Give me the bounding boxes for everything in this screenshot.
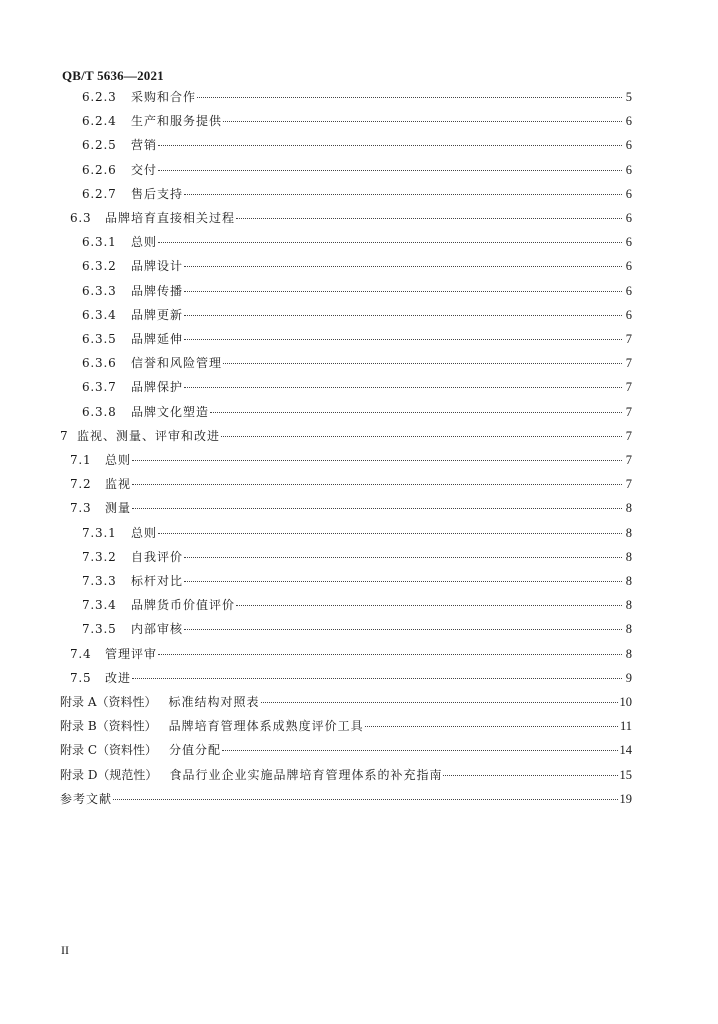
toc-entry[interactable] bbox=[82, 378, 632, 396]
toc-entry-page: 8 bbox=[625, 525, 632, 540]
toc-entry-page: 15 bbox=[619, 767, 632, 782]
toc-dot-leader bbox=[158, 653, 622, 655]
toc-entry-page: 6 bbox=[625, 307, 632, 322]
toc-dot-leader bbox=[184, 265, 622, 267]
toc-entry-number: 7.1 bbox=[70, 453, 92, 467]
toc-entry-number: 7.5 bbox=[70, 670, 92, 685]
toc-entry-number: 6.2.7 bbox=[82, 186, 117, 201]
toc-entry-number: 7.3.4 bbox=[82, 598, 117, 613]
toc-entry-number: 6.2.5 bbox=[82, 138, 117, 153]
toc-entry-title: 标杆对比 bbox=[131, 574, 184, 588]
toc-entry[interactable] bbox=[82, 233, 632, 251]
toc-dot-leader bbox=[113, 798, 617, 800]
toc-entry-number: 6.3 bbox=[70, 211, 92, 225]
toc-dot-leader bbox=[184, 314, 622, 316]
toc-entry[interactable] bbox=[82, 524, 632, 542]
toc-entry-number: 附录 D（规范性） bbox=[60, 767, 158, 782]
toc-entry[interactable] bbox=[70, 209, 632, 227]
toc-dot-leader bbox=[184, 580, 622, 582]
toc-dot-leader bbox=[158, 532, 622, 534]
toc-dot-leader bbox=[158, 241, 622, 243]
toc-entry-page: 6 bbox=[625, 138, 632, 153]
toc-entry-number: 附录 C（资料性） bbox=[60, 743, 157, 758]
toc-entry[interactable] bbox=[60, 790, 632, 808]
toc-entry-number: 7.3 bbox=[70, 501, 92, 516]
toc-dot-leader bbox=[158, 144, 622, 146]
toc-entry-title: 品牌货币价值评价 bbox=[131, 598, 236, 613]
toc-entry-number: 附录 B（资料性） bbox=[60, 719, 157, 734]
toc-dot-leader bbox=[132, 483, 622, 485]
toc-dot-leader bbox=[223, 120, 622, 122]
toc-entry-title: 食品行业企业实施品牌培育管理体系的补充指南 bbox=[169, 767, 443, 782]
toc-entry-page: 6 bbox=[625, 211, 632, 225]
toc-entry[interactable] bbox=[82, 112, 632, 130]
toc-entry[interactable] bbox=[82, 88, 632, 106]
toc-entry-number: 6.3.3 bbox=[82, 283, 117, 298]
toc-entry-number: 6.3.8 bbox=[82, 404, 117, 419]
toc-dot-leader bbox=[158, 169, 622, 171]
toc-entry-page: 7 bbox=[625, 453, 632, 467]
toc-entry-title: 品牌培育直接相关过程 bbox=[105, 211, 236, 225]
toc-entry-page: 6 bbox=[625, 259, 632, 274]
toc-dot-leader bbox=[365, 725, 618, 727]
toc-entry-page: 7 bbox=[625, 380, 632, 395]
toc-entry[interactable] bbox=[82, 354, 632, 372]
toc-entry-number: 6.2.4 bbox=[82, 114, 117, 129]
toc-dot-leader bbox=[210, 411, 622, 413]
toc-entry-page: 7 bbox=[625, 356, 632, 371]
toc-entry[interactable] bbox=[60, 693, 632, 711]
toc-entry-number: 7 bbox=[60, 428, 69, 443]
toc-entry-title: 测量 bbox=[105, 501, 132, 516]
toc-entry-title: 品牌传播 bbox=[131, 283, 184, 298]
toc-entry[interactable] bbox=[82, 282, 632, 300]
toc-entry-page: 11 bbox=[619, 719, 632, 734]
toc-entry-title: 监视 bbox=[105, 477, 132, 492]
toc-entry-title: 品牌更新 bbox=[131, 307, 184, 322]
toc-entry-number: 6.3.2 bbox=[82, 259, 117, 274]
toc-entry-number: 7.3.2 bbox=[82, 549, 117, 564]
toc-entry-number: 6.2.3 bbox=[82, 90, 117, 104]
toc-entry-title: 监视、测量、评审和改进 bbox=[77, 428, 221, 443]
toc-entry-page: 7 bbox=[625, 428, 632, 443]
toc-dot-leader bbox=[132, 677, 622, 679]
toc-entry[interactable] bbox=[60, 741, 632, 759]
toc-entry[interactable] bbox=[60, 717, 632, 735]
toc-entry[interactable] bbox=[60, 427, 632, 445]
toc-entry-page: 8 bbox=[625, 622, 632, 637]
toc-dot-leader bbox=[261, 701, 618, 703]
toc-dot-leader bbox=[222, 749, 617, 751]
toc-entry[interactable] bbox=[82, 548, 632, 566]
toc-entry-title: 营销 bbox=[131, 138, 158, 153]
toc-dot-leader bbox=[184, 556, 622, 558]
toc-entry-number: 附录 A（资料性） bbox=[60, 695, 157, 709]
toc-entry-page: 8 bbox=[625, 501, 632, 516]
toc-entry-number: 6.2.6 bbox=[82, 162, 117, 177]
toc-entry-title: 品牌设计 bbox=[131, 259, 184, 274]
toc-entry-title: 自我评价 bbox=[131, 549, 184, 564]
toc-entry[interactable] bbox=[70, 669, 632, 687]
toc-entry[interactable] bbox=[82, 572, 632, 590]
toc-dot-leader bbox=[443, 774, 617, 776]
toc-entry[interactable] bbox=[82, 136, 632, 154]
toc-entry-title: 生产和服务提供 bbox=[131, 114, 223, 129]
toc-entry-number: 6.3.4 bbox=[82, 307, 117, 322]
toc-entry-page: 6 bbox=[625, 162, 632, 177]
toc-dot-leader bbox=[184, 338, 622, 340]
toc-entry-page: 6 bbox=[625, 235, 632, 250]
toc-entry-title: 管理评审 bbox=[105, 646, 158, 661]
toc-entry-page: 14 bbox=[619, 743, 632, 758]
toc-dot-leader bbox=[184, 290, 622, 292]
toc-entry-page: 6 bbox=[625, 114, 632, 129]
toc-dot-leader bbox=[197, 96, 622, 98]
toc-entry-title: 改进 bbox=[105, 670, 132, 685]
toc-dot-leader bbox=[132, 459, 622, 461]
toc-entry-page: 8 bbox=[625, 549, 632, 564]
toc-entry-number: 6.3.6 bbox=[82, 356, 117, 371]
toc-dot-leader bbox=[236, 604, 622, 606]
toc-entry-page: 7 bbox=[625, 477, 632, 492]
toc-entry-title: 总则 bbox=[131, 235, 158, 250]
toc-entry-page: 8 bbox=[625, 574, 632, 588]
toc-entry-number: 6.3.7 bbox=[82, 380, 117, 395]
toc-entry-title: 品牌培育管理体系成熟度评价工具 bbox=[168, 719, 364, 734]
toc-entry-title: 内部审核 bbox=[131, 622, 184, 637]
toc-entry-title: 交付 bbox=[131, 162, 158, 177]
toc-entry[interactable] bbox=[82, 403, 632, 421]
toc-entry-title: 品牌文化塑造 bbox=[131, 404, 210, 419]
toc-entry-title: 总则 bbox=[105, 453, 132, 467]
toc-entry-page: 9 bbox=[625, 670, 632, 685]
toc-entry-page: 8 bbox=[625, 646, 632, 661]
toc-entry-title: 售后支持 bbox=[131, 186, 184, 201]
toc-entry-title: 信誉和风险管理 bbox=[131, 356, 223, 371]
toc-entry[interactable] bbox=[82, 185, 632, 203]
toc-entry-number: 7.2 bbox=[70, 477, 92, 492]
toc-entry-title: 标准结构对照表 bbox=[168, 695, 260, 709]
toc-dot-leader bbox=[223, 362, 622, 364]
toc-entry-page: 19 bbox=[619, 791, 632, 806]
toc-entry[interactable] bbox=[82, 161, 632, 179]
toc-entry-title: 采购和合作 bbox=[131, 90, 197, 104]
toc-entry-page: 6 bbox=[625, 186, 632, 201]
toc-entry-number: 7.3.1 bbox=[82, 525, 117, 540]
toc-entry[interactable] bbox=[82, 330, 632, 348]
standard-code-header: QB/T 5636—2021 bbox=[62, 68, 164, 83]
toc-dot-leader bbox=[132, 507, 622, 509]
toc-dot-leader bbox=[184, 628, 622, 630]
toc-dot-leader bbox=[236, 217, 622, 219]
toc-entry-page: 8 bbox=[625, 598, 632, 613]
toc-entry-title: 参考文献 bbox=[60, 791, 113, 806]
toc-entry[interactable] bbox=[60, 766, 632, 784]
page-number: II bbox=[61, 943, 69, 957]
toc-dot-leader bbox=[184, 193, 622, 195]
toc-dot-leader bbox=[221, 435, 622, 437]
toc-entry[interactable] bbox=[82, 620, 632, 638]
toc-entry-number: 6.3.1 bbox=[82, 235, 117, 250]
toc-entry[interactable] bbox=[82, 596, 632, 614]
toc-entry-number: 7.3.3 bbox=[82, 574, 117, 588]
toc-entry-title: 品牌延伸 bbox=[131, 332, 184, 346]
toc-entry-page: 7 bbox=[625, 404, 632, 419]
toc-entry-number: 7.3.5 bbox=[82, 622, 117, 637]
toc-entry[interactable] bbox=[70, 645, 632, 663]
toc-dot-leader bbox=[184, 386, 622, 388]
toc-entry[interactable] bbox=[70, 475, 632, 493]
toc-entry-number: 6.3.5 bbox=[82, 332, 117, 346]
toc-entry-page: 6 bbox=[625, 283, 632, 298]
toc-entry-page: 5 bbox=[625, 90, 632, 104]
toc-entry-title: 品牌保护 bbox=[131, 380, 184, 395]
toc-entry-page: 7 bbox=[625, 332, 632, 346]
toc-entry[interactable] bbox=[82, 257, 632, 275]
toc-entry-number: 7.4 bbox=[70, 646, 92, 661]
toc-entry-page: 10 bbox=[619, 695, 632, 709]
toc-entry[interactable] bbox=[82, 306, 632, 324]
toc-entry-title: 总则 bbox=[131, 525, 158, 540]
toc-entry-title: 分值分配 bbox=[169, 743, 222, 758]
toc-entry[interactable] bbox=[70, 499, 632, 517]
toc-entry[interactable] bbox=[70, 451, 632, 469]
